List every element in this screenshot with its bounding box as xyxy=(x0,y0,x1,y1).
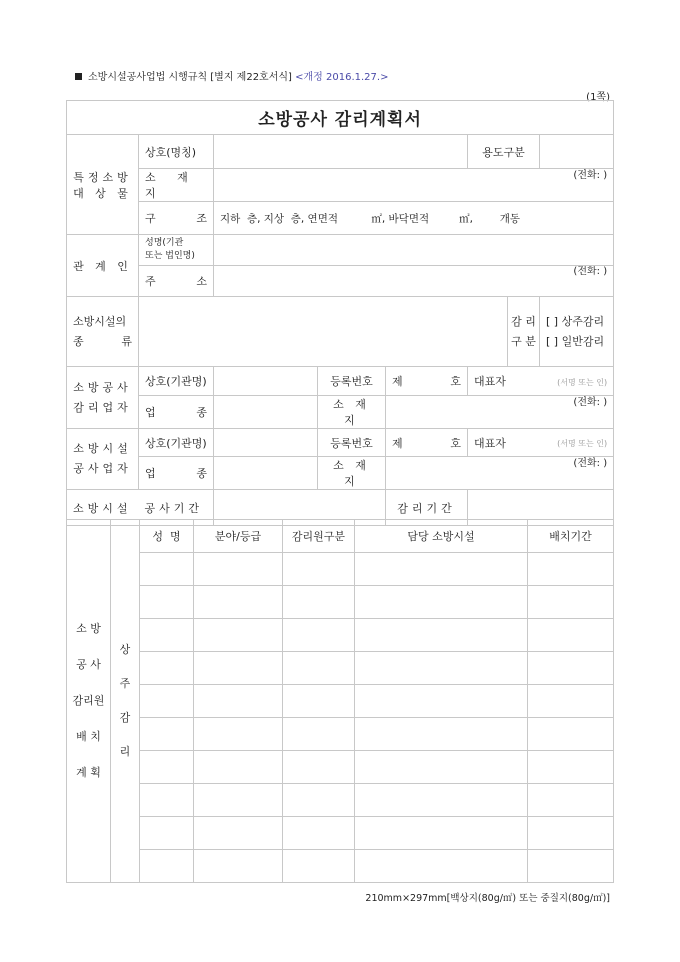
paper-spec-footer: 210mm×297mm[백상지(80g/㎡) 또는 중질지(80g/㎡)] xyxy=(365,893,610,904)
related-address-field[interactable] xyxy=(214,266,614,297)
related-person-label: 관 계 인 xyxy=(67,235,139,297)
supervisor-reg-field[interactable]: 제 호 xyxy=(386,367,468,396)
contractor-biz-label: 업 종 xyxy=(139,457,214,490)
supervisor-sign-field[interactable]: (서명 또는 인) xyxy=(540,367,614,396)
related-name-label: 성명(기관 또는 법인명) xyxy=(139,235,214,266)
page-number: (1쪽) xyxy=(586,92,610,103)
supervision-plan-form xyxy=(66,100,614,526)
square-bullet-icon xyxy=(75,73,82,80)
contractor-address-field[interactable] xyxy=(386,457,614,490)
target-tel: (전화: ) xyxy=(573,170,608,181)
contractor-sign-field[interactable]: (서명 또는 인) xyxy=(540,429,614,457)
structure-label: 구 조 xyxy=(139,202,214,235)
table-row xyxy=(67,784,614,817)
supervisor-rep-label: 대표자 xyxy=(468,367,540,396)
table-row xyxy=(67,850,614,883)
target-address-label: 소 재 지 xyxy=(139,169,214,202)
table-row xyxy=(67,685,614,718)
table-row xyxy=(67,751,614,784)
supervisor-tel: (전화: ) xyxy=(573,397,608,408)
supervisor-biz-label: 업 종 xyxy=(139,396,214,429)
facility-type-field[interactable] xyxy=(139,297,508,367)
contractor-company-field[interactable] xyxy=(214,429,318,457)
supervision-period-label: 감리기간 xyxy=(386,490,468,526)
table-row xyxy=(67,817,614,850)
contractor-rep-label: 대표자 xyxy=(468,429,540,457)
usage-field[interactable] xyxy=(540,135,614,169)
col-name: 성 명 xyxy=(140,520,194,553)
contractor-reg-label: 등록번호 xyxy=(318,429,386,457)
period-facility-label: 소방시설 xyxy=(67,490,139,526)
contractor-tel: (전화: ) xyxy=(573,458,608,469)
supervisor-company-label: 상호(기관명) xyxy=(139,367,214,396)
related-address-label: 주 소 xyxy=(139,266,214,297)
related-tel: (전화: ) xyxy=(573,266,608,277)
table-row xyxy=(67,586,614,619)
table-row xyxy=(67,553,614,586)
supervisor-address-label: 소 재 지 xyxy=(318,396,386,429)
supervision-type-label: 감 리 구 분 xyxy=(508,297,540,367)
contractor-address-label: 소 재 지 xyxy=(318,457,386,490)
supervisor-company-field[interactable] xyxy=(214,367,318,396)
usage-label: 용도구분 xyxy=(468,135,540,169)
form-title: 소방공사 감리계획서 xyxy=(67,101,614,135)
target-label: 특정소방 대 상 물 xyxy=(67,135,139,235)
construction-period-label: 공사기간 xyxy=(139,490,214,526)
resident-supervision-checkbox[interactable]: [ ] 상주감리 xyxy=(546,314,605,328)
contractor-label: 소방시설 공사업자 xyxy=(67,429,139,490)
col-supervisor-type: 감리원구분 xyxy=(283,520,355,553)
target-address-field[interactable] xyxy=(214,169,614,202)
supervisor-label: 소방공사 감리업자 xyxy=(67,367,139,429)
supervisor-address-field[interactable] xyxy=(386,396,614,429)
facility-type-label: 소방시설의 종 류 xyxy=(67,297,139,367)
contractor-company-label: 상호(기관명) xyxy=(139,429,214,457)
target-name-label: 상호(명칭) xyxy=(139,135,214,169)
col-assigned-facility: 담당 소방시설 xyxy=(355,520,528,553)
staff-plan-side-label: 소 방 공 사 감리원 배 치 계 획 xyxy=(67,520,111,883)
resident-supervision-label: 상 주 감 리 xyxy=(111,520,140,883)
target-name-field[interactable] xyxy=(214,135,468,169)
related-name-field[interactable] xyxy=(214,235,614,266)
table-row xyxy=(67,619,614,652)
col-assignment-period: 배치기간 xyxy=(528,520,614,553)
supervision-type-options xyxy=(540,297,614,367)
law-reference: 소방시설공사업법 시행규칙 [별지 제22호서식] xyxy=(88,72,292,83)
amendment-date: <개정 2016.1.27.> xyxy=(295,72,389,83)
staff-plan-table xyxy=(66,519,614,883)
form-header xyxy=(75,68,388,83)
contractor-reg-field[interactable]: 제 호 xyxy=(386,429,468,457)
structure-field[interactable]: 지하 층, 지상 층, 연면적 ㎡, 바닥면적 ㎡, 개동 xyxy=(214,202,614,235)
table-row xyxy=(67,718,614,751)
contractor-biz-field[interactable] xyxy=(214,457,318,490)
col-field-grade: 분야/등급 xyxy=(194,520,283,553)
supervisor-biz-field[interactable] xyxy=(214,396,318,429)
supervisor-reg-label: 등록번호 xyxy=(318,367,386,396)
general-supervision-checkbox[interactable]: [ ] 일반감리 xyxy=(546,334,605,348)
table-row xyxy=(67,652,614,685)
